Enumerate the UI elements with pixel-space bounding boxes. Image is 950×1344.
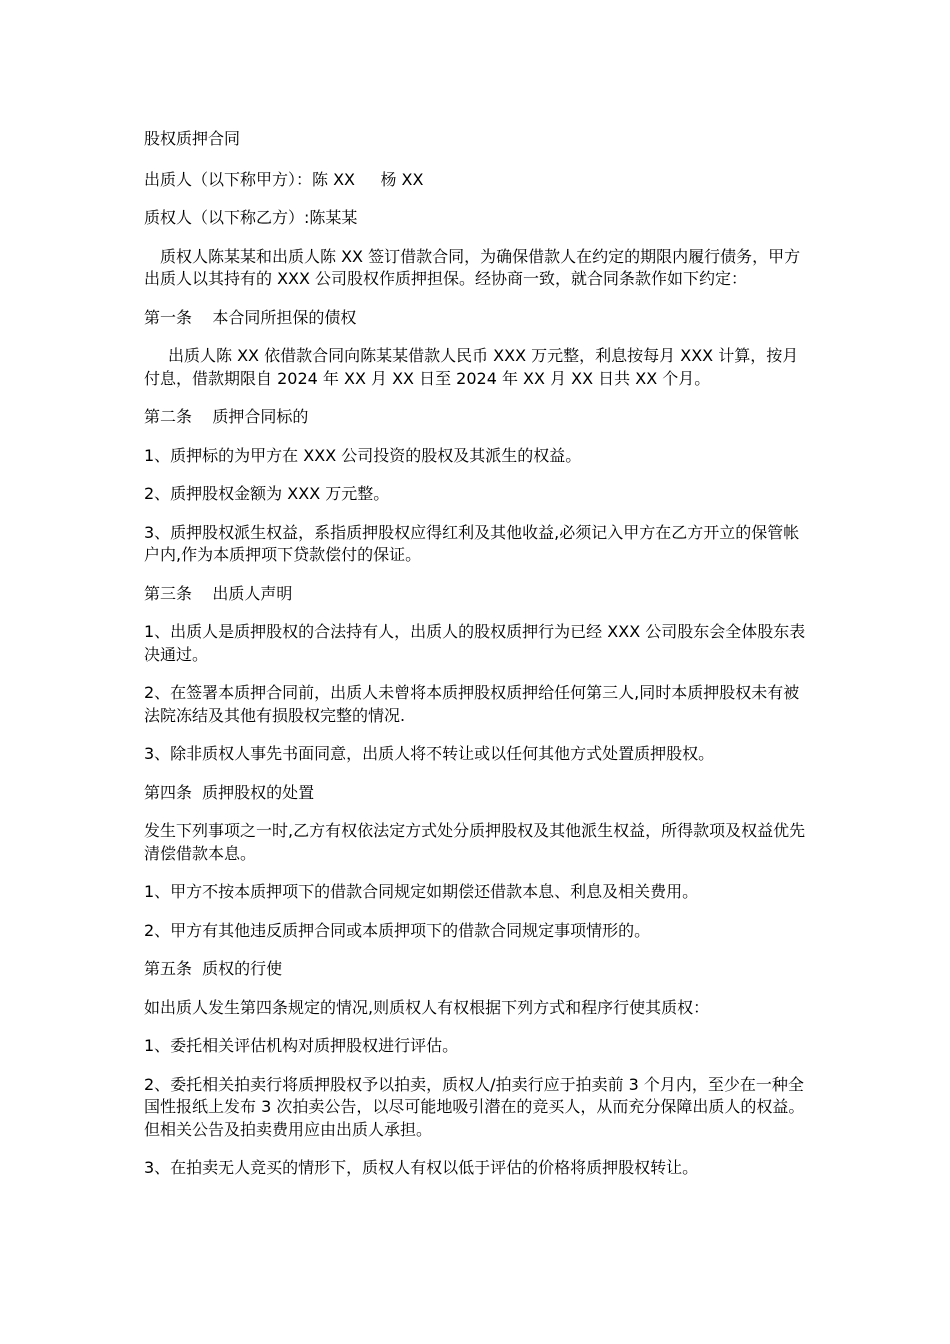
article4-item: 2、甲方有其他违反质押合同或本质押项下的借款合同规定事项情形的。 bbox=[144, 920, 651, 940]
article4-intro: 发生下列事项之一时,乙方有权依法定方式处分质押股权及其他派生权益，所得款项及权益优先清偿借款本息。 bbox=[144, 821, 806, 863]
article5-item: 2、委托相关拍卖行将质押股权予以拍卖，质权人/拍卖行应于拍卖前 3 个月内，至少在一种全国性报纸上发布 3 次拍卖公告，以尽可能地吸引潜在的竞买人，从而充分保障出质人的权益。但相关公告及拍卖费用应由出质人承担。 bbox=[144, 1074, 805, 1139]
article3-item: 2、在签署本质押合同前，出质人未曾将本质押股权质押给任何第三人,同时本质押股权未有被法院冻结及其他有损股权完整的情况. bbox=[144, 683, 800, 725]
article2-item: 1、质押标的为甲方在 XXX 公司投资的股权及其派生的权益。 bbox=[144, 445, 582, 465]
article2-item: 2、质押股权金额为 XXX 万元整。 bbox=[144, 484, 390, 503]
article2-item: 3、质押股权派生权益，系指质押股权应得红利及其他收益,必须记入甲方在乙方开立的保管帐户内,作为本质押项下贷款偿付的保证。 bbox=[144, 522, 800, 564]
article3-heading: 第三条 出质人声明 bbox=[144, 583, 293, 603]
article5-intro: 如出质人发生第四条规定的情况,则质权人有权根据下列方式和程序行使其质权： bbox=[144, 997, 710, 1017]
document-title: 股权质押合同 bbox=[144, 129, 241, 148]
article3-item: 1、出质人是质押股权的合法持有人，出质人的股权质押行为已经 XXX 公司股东会全体股东表决通过。 bbox=[144, 622, 806, 664]
document-page bbox=[144, 128, 806, 1196]
article5-item: 1、委托相关评估机构对质押股权进行评估。 bbox=[144, 1036, 459, 1055]
article2-heading: 第二条 质押合同标的 bbox=[144, 407, 309, 426]
pledgor-line: 出质人（以下称甲方）：陈 XX 杨 XX bbox=[144, 169, 424, 189]
preamble-paragraph: 质权人陈某某和出质人陈 XX 签订借款合同，为确保借款人在约定的期限内履行债务，甲方出质人以其持有的 XXX 公司股权作质押担保。经协商一致，就合同条款作如下约定： bbox=[144, 246, 801, 288]
article4-item: 1、甲方不按本质押项下的借款合同规定如期偿还借款本息、利息及相关费用。 bbox=[144, 882, 699, 901]
article3-item: 3、除非质权人事先书面同意，出质人将不转让或以任何其他方式处置质押股权。 bbox=[144, 744, 715, 763]
pledgee-line: 质权人（以下称乙方）:陈某某 bbox=[144, 208, 358, 227]
article1-heading: 第一条 本合同所担保的债权 bbox=[144, 307, 357, 327]
article4-heading: 第四条 质押股权的处置 bbox=[144, 782, 315, 802]
article5-item: 3、在拍卖无人竞买的情形下，质权人有权以低于评估的价格将质押股权转让。 bbox=[144, 1158, 699, 1177]
article1-body: 出质人陈 XX 依借款合同向陈某某借款人民币 XXX 万元整，利息按每月 XXX 计算，按月付息，借款期限自 2024 年 XX 月 XX 日至 2024 年 XX 月 XX 日共 XX 个月。 bbox=[144, 346, 799, 388]
article5-heading: 第五条 质权的行使 bbox=[144, 959, 283, 978]
